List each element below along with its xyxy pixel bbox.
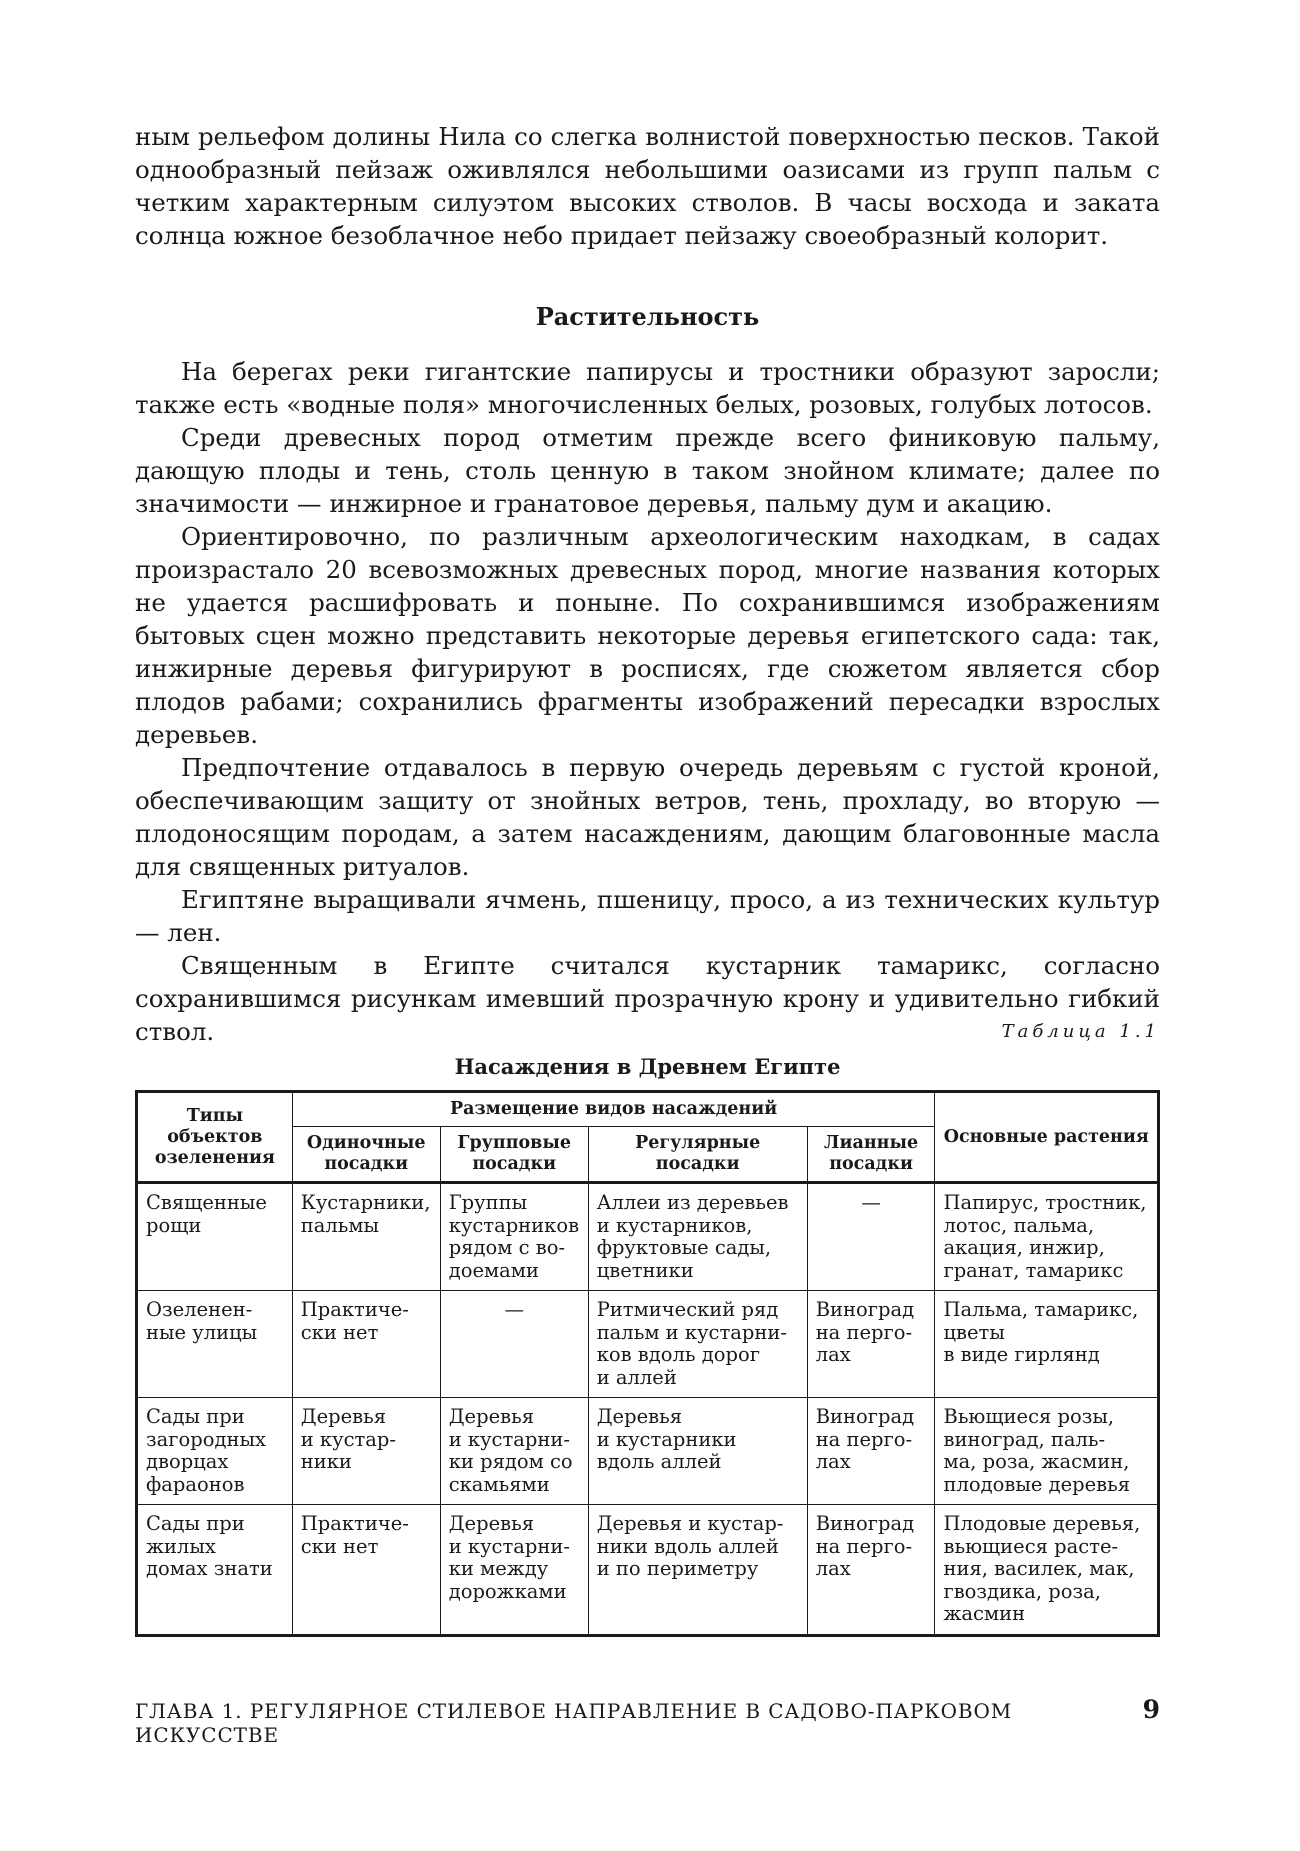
header-liana: Лианные посадки (807, 1127, 935, 1183)
cell-single: Практиче- ски нет (292, 1291, 440, 1398)
header-object-types: Типы объектов озеленения (137, 1092, 293, 1183)
body-text-block (135, 355, 1160, 1048)
paragraph: Священным в Египте считался кустарник тамарикс, согласно сохранившимся рисункам имевший прозрачную крону и удивительно гибкий ствол. (135, 951, 1160, 1046)
running-head: ГЛАВА 1. РЕГУЛЯРНОЕ СТИЛЕВОЕ НАПРАВЛЕНИЕ В САДОВО-ПАРКОВОМ ИСКУССТВЕ (135, 1699, 1013, 1747)
paragraph-continued: ным рельефом долины Нила со слегка волнистой поверхностью песков. Такой однообразный пейзаж оживлялся небольшими оазисами из групп пальм с четким характерным силуэтом высоких стволов. В часы восхода и заката солнца южное безоблачное небо придает пейзажу своеобразный колорит. (135, 122, 1160, 250)
table-row (137, 1398, 1159, 1505)
cell-regular: Деревья и кустар- ники вдоль аллей и по периметру (588, 1505, 807, 1636)
header-group: Групповые посадки (440, 1127, 588, 1183)
cell-single: Деревья и кустар- ники (292, 1398, 440, 1505)
paragraph: На берегах реки гигантские папирусы и тростники образуют заросли; также есть «водные поля» многочисленных белых, розовых, голубых лотосов. (135, 357, 1160, 419)
cell-plants: Папирус, тростник, лотос, пальма, акация, инжир, гранат, тамарикс (935, 1183, 1159, 1291)
paragraph: Предпочтение отдавалось в первую очередь деревьям с густой кроной, обеспечивающим защиту от знойных ветров, тень, прохладу, во вторую — плодоносящим породам, а затем насаждениям, дающим благовонные масла для священных ритуалов. (135, 753, 1160, 881)
cell-type: Священные рощи (137, 1183, 293, 1291)
cell-liana: Виноград на перго- лах (807, 1398, 935, 1505)
table-label: Таблица 1.1 (1001, 1021, 1160, 1042)
page-number: 9 (1142, 1695, 1160, 1724)
cell-group: — (440, 1291, 588, 1398)
table-row (137, 1291, 1159, 1398)
cell-liana: Виноград на перго- лах (807, 1505, 935, 1636)
cell-plants: Пальма, тамарикс, цветы в виде гирлянд (935, 1291, 1159, 1398)
cell-liana: Виноград на перго- лах (807, 1291, 935, 1398)
table-title: Насаждения в Древнем Египте (454, 1054, 841, 1079)
cell-group: Деревья и кустарни- ки рядом со скамьями (440, 1398, 588, 1505)
plantings-table (135, 1090, 1160, 1637)
header-regular: Регулярные посадки (588, 1127, 807, 1183)
cell-type: Сады при жилых домах знати (137, 1505, 293, 1636)
cell-single: Кустарники, пальмы (292, 1183, 440, 1291)
paragraph: Среди древесных пород отметим прежде всего финиковую пальму, дающую плоды и тень, столь ценную в таком знойном климате; далее по значимости — инжирное и гранатовое деревья, пальму дум и акацию. (135, 423, 1160, 518)
intro-text-block (135, 120, 1160, 252)
cell-single: Практиче- ски нет (292, 1505, 440, 1636)
cell-plants: Плодовые деревья, вьющиеся расте- ния, василек, мак, гвоздика, роза, жасмин (935, 1505, 1159, 1636)
cell-group: Деревья и кустарни- ки между дорожками (440, 1505, 588, 1636)
header-placement-group: Размещение видов насаждений (292, 1092, 935, 1127)
paragraph: Египтяне выращивали ячмень, пшеницу, просо, а из технических культур — лен. (135, 885, 1160, 947)
paragraph: Ориентировочно, по различным археологическим находкам, в садах произрастало 20 всевозможных древесных пород, многие названия которых не удается расшифровать и поныне. По сохранившимся изображениям бытовых сцен можно представить некоторые деревья египетского сада: так, инжирные деревья фигурируют в росписях, где сюжетом является сбор плодов рабами; сохранились фрагменты изображений пересадки взрослых деревьев. (135, 522, 1160, 749)
cell-plants: Вьющиеся розы, виноград, паль- ма, роза, жасмин, плодовые деревья (935, 1398, 1159, 1505)
cell-group: Группы кустарников рядом с во- доемами (440, 1183, 588, 1291)
section-heading: Растительность (535, 302, 760, 331)
cell-regular: Аллеи из деревьев и кустарников, фруктовые сады, цветники (588, 1183, 807, 1291)
cell-type: Сады при загородных дворцах фараонов (137, 1398, 293, 1505)
header-main-plants: Основные растения (935, 1092, 1159, 1183)
cell-type: Озеленен- ные улицы (137, 1291, 293, 1398)
header-single: Одиночные посадки (292, 1127, 440, 1183)
cell-regular: Деревья и кустарники вдоль аллей (588, 1398, 807, 1505)
table-row (137, 1505, 1159, 1636)
page-footer (135, 1695, 1160, 1747)
cell-liana: — (807, 1183, 935, 1291)
table-row (137, 1183, 1159, 1291)
cell-regular: Ритмический ряд пальм и кустарни- ков вдоль дорог и аллей (588, 1291, 807, 1398)
